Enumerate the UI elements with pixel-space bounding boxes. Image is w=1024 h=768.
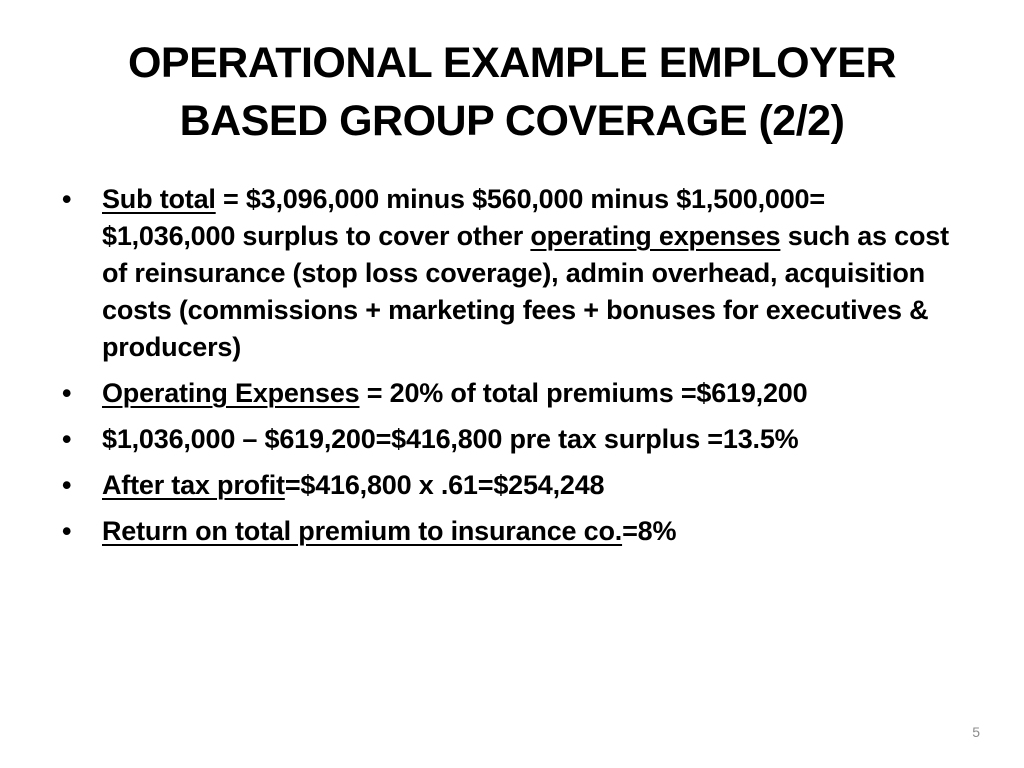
bullet-text-operating-expenses: = 20% of total premiums =$619,200 [359, 378, 808, 408]
bullet-item-return-on-premium [60, 513, 960, 550]
bullet-item-operating-expenses [60, 375, 960, 412]
bullet-term-operating-expenses: operating expenses [530, 221, 781, 251]
bullet-term-return-on-premium: Return on total premium to insurance co. [102, 516, 623, 546]
bullet-icon: • [62, 516, 72, 546]
bullet-term-subtotal: Sub total [102, 184, 216, 214]
page-number: 5 [972, 724, 980, 740]
bullet-list [60, 181, 960, 559]
bullet-item-pre-tax-surplus [60, 421, 960, 458]
title-line-2: BASED GROUP COVERAGE (2/2) [179, 97, 845, 145]
bullet-term-operating-expenses-2: Operating Expenses [102, 378, 360, 408]
bullet-item-after-tax-profit [60, 467, 960, 504]
bullet-term-after-tax-profit: After tax profit [102, 470, 285, 500]
bullet-icon: • [62, 424, 72, 454]
title-line-1: OPERATIONAL EXAMPLE EMPLOYER [127, 39, 897, 87]
bullet-icon: • [62, 184, 72, 214]
bullet-item-subtotal [60, 181, 960, 366]
bullet-text-after-tax-profit: =$416,800 x .61=$254,248 [284, 470, 605, 500]
bullet-text-pre-tax-surplus: $1,036,000 – $619,200=$416,800 pre tax surplus =13.5% [102, 424, 799, 454]
slide-title [60, 34, 964, 150]
bullet-text-subtotal-part1: = $3,096,000 minus $560,000 minus $1,500,000= $1,036,000 surplus to cover other [102, 184, 825, 251]
bullet-icon: • [62, 470, 72, 500]
bullet-text-return-on-premium: =8% [622, 516, 677, 546]
bullet-text-subtotal-part2: such as cost of reinsurance (stop loss coverage), admin overhead, acquisition costs (commissions + marketing fees + bonuses for executives & producers) [102, 221, 949, 362]
bullet-icon: • [62, 378, 72, 408]
